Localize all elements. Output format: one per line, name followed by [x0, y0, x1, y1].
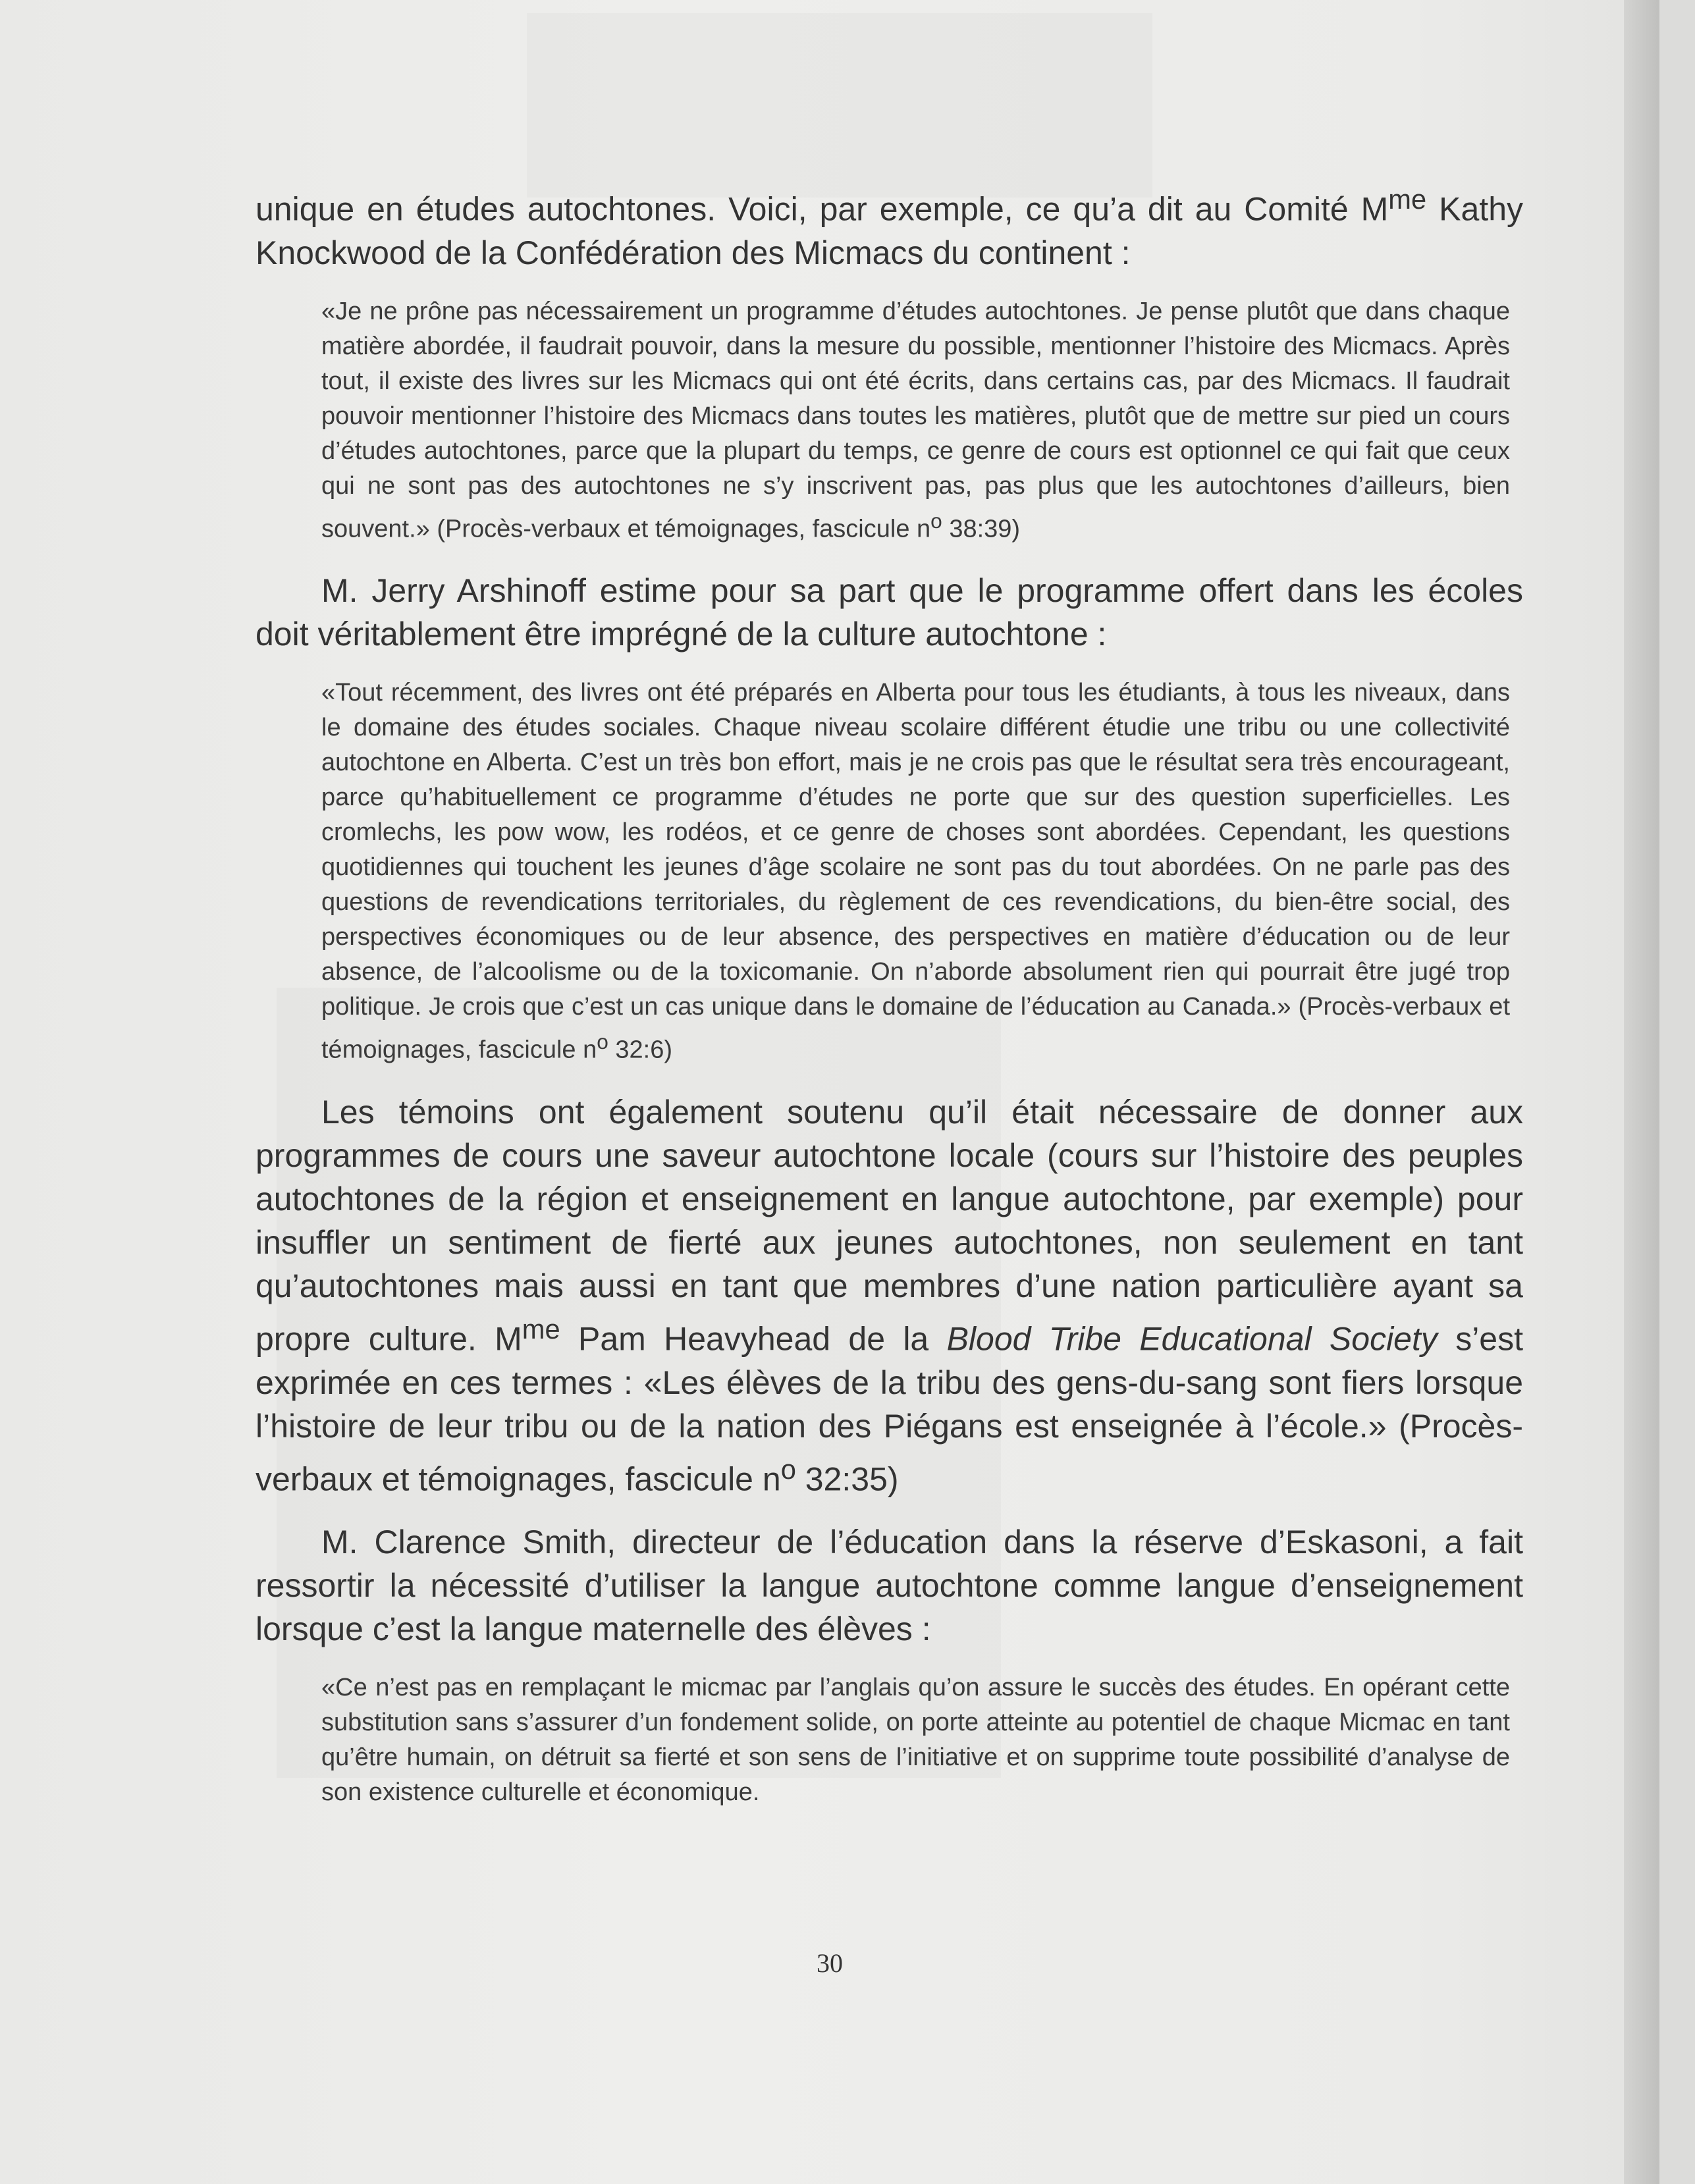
superscript: me — [522, 1313, 560, 1345]
text-run: Les témoins ont également soutenu qu’il était nécessaire de donner aux programmes de cours une saveur autochtone locale (cours sur l’histoire des peuples autochtones de la région et enseignement en langue autochtone, par exemple) pour insuffler un sentiment de fierté aux jeunes autochtones, non seulement en tant qu’autochtones mais aussi en tant que membres d’une nation particulière ayant sa propre culture. M — [256, 1093, 1523, 1358]
page-edge-shadow — [1624, 0, 1659, 2184]
organization-name-italic: Blood Tribe Educational Society — [946, 1320, 1438, 1358]
text-run: Kathy Knockwood de la Confédération des Micmacs du continent : — [256, 190, 1523, 271]
quote-clarence-smith — [321, 1670, 1510, 1810]
superscript: me — [1388, 184, 1427, 215]
quote-jerry-arshinoff — [321, 676, 1510, 1068]
paragraph-kathy-knockwood-intro — [256, 178, 1523, 275]
text-run: «Ce n’est pas en remplaçant le micmac par l’anglais qu’on assure le succès des études. En opérant cette substitution sans s’assurer d’un fondement solide, on porte atteinte au potentiel de chaque Micmac en tant qu’être humain, on détruit sa fierté et son sens de l’initiative et on supprime toute possibilité d’analyse de son existence culturelle et économique. — [321, 1674, 1510, 1807]
superscript: o — [930, 508, 942, 533]
paragraph-clarence-smith-intro — [256, 1520, 1523, 1651]
text-run: Pam Heavyhead de la — [560, 1320, 947, 1358]
text-run: «Je ne prône pas nécessairement un programme d’études autochtones. Je pense plutôt que dans chaque matière abordée, il faudrait pouvoir, dans la mesure du possible, mentionner l’histoire des Micmacs. Après tout, il existe des livres sur les Micmacs qui ont été écrits, dans certains cas, par des Micmacs. Il faudrait pouvoir mentionner l’histoire des Micmacs dans toutes les matières, plutôt que de mettre sur pied un cours d’études autochtones, parce que la plupart du temps, ce genre de cours est optionnel ce qui fait que ceux qui ne sont pas des autochtones ne s’y inscrivent pas, pas plus que les autochtones d’ailleurs, bien souvent.» (Procès-verbaux et témoignages, fascicule n — [321, 297, 1510, 543]
bleed-through-block — [527, 13, 1152, 198]
superscript: o — [780, 1453, 796, 1485]
text-run: s’est exprimée en ces termes : «Les élèves de la tribu des gens-du-sang sont fiers lorsque l’histoire de leur tribu ou de la nation des Piégans est enseignée à l’école.» (Procès-verbaux et témoignages, fascicule n — [256, 1320, 1524, 1498]
page-body — [256, 178, 1523, 1832]
text-run: 32:6) — [608, 1036, 673, 1064]
text-run: unique en études autochtones. Voici, par exemple, ce qu’a dit au Comité M — [256, 190, 1389, 228]
paragraph-local-flavour — [256, 1090, 1523, 1501]
text-run: M. Jerry Arshinoff estime pour sa part que le programme offert dans les écoles doit véritablement être imprégné de la culture autochtone : — [256, 572, 1523, 653]
paragraph-jerry-arshinoff-intro — [256, 569, 1523, 656]
text-run: 38:39) — [942, 515, 1021, 543]
text-run: 32:35) — [795, 1460, 899, 1498]
superscript: o — [597, 1030, 608, 1054]
text-run: «Tout récemment, des livres ont été préparés en Alberta pour tous les étudiants, à tous les niveaux, dans le domaine des études sociales. Chaque niveau scolaire différent étudie une tribu ou une collectivité autochtone en Alberta. C’est un très bon effort, mais je ne crois pas que le résultat sera très encourageant, parce qu’habituellement ce programme d’études ne porte que sur des question superficielles. Les cromlechs, les pow wow, les rodéos, et ce genre de choses sont abordées. Cependant, les questions quotidiennes qui touchent les jeunes d’âge scolaire ne sont pas du tout abordées. On ne parle pas des questions de revendications territoriales, du règlement de ces revendications, du bien-être social, des perspectives économiques ou de leur absence, des perspectives en matière d’éducation ou de leur absence, de l’alcoolisme ou de la toxicomanie. On n’aborde absolument rien qui pourrait être jugé trop politique. Je crois que c’est un cas unique dans le domaine de l’éducation au Canada.» (Procès-verbaux et témoignages, fascicule n — [321, 679, 1510, 1064]
page-number: 30 — [817, 1948, 843, 1978]
text-run: M. Clarence Smith, directeur de l’éducation dans la réserve d’Eskasoni, a fait ressortir la nécessité d’utiliser la langue autochtone comme langue d’enseignement lorsque c’est la langue maternelle des élèves : — [256, 1524, 1523, 1648]
quote-kathy-knockwood — [321, 294, 1510, 547]
